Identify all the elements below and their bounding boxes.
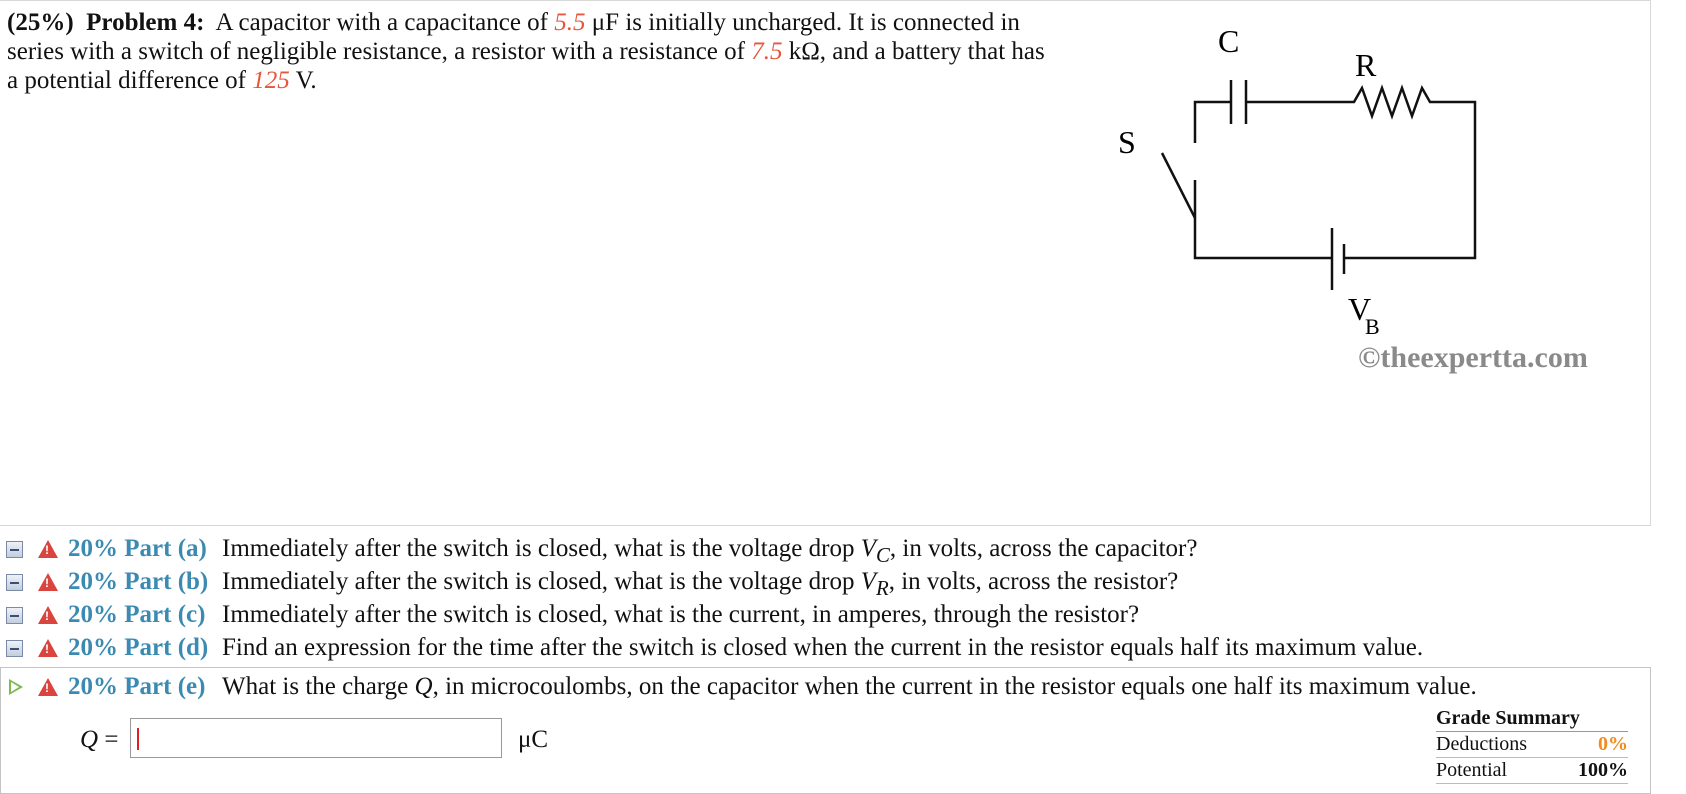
part-b-row[interactable] xyxy=(0,565,1686,598)
expand-icon[interactable] xyxy=(6,574,23,591)
deductions-row xyxy=(1436,732,1628,758)
circuit-diagram xyxy=(1100,20,1640,380)
label-v-sub: B xyxy=(1365,314,1380,339)
part-b-question: Immediately after the switch is closed, what is the voltage drop $V_R$, in volts, across the resistor? xyxy=(222,568,1179,600)
warning-icon: ! xyxy=(38,606,58,624)
deductions-label: Deductions xyxy=(1436,733,1528,755)
part-c-label[interactable]: 20% Part (c) xyxy=(68,601,206,628)
warning-icon: ! xyxy=(38,540,58,558)
answer-input[interactable] xyxy=(130,718,502,758)
problem-text-3: kΩ, and a battery that has a potential difference of xyxy=(7,38,1045,94)
warning-icon: ! xyxy=(38,678,58,696)
answer-label: Q = xyxy=(80,726,119,753)
resistance-value: 7.5 xyxy=(751,38,783,65)
answer-unit: μC xyxy=(518,726,549,753)
part-a-label[interactable]: 20% Part (a) xyxy=(68,535,207,562)
capacitance-value: 5.5 xyxy=(554,9,586,36)
potential-row xyxy=(1436,758,1628,784)
problem-weight: (25%) xyxy=(7,9,74,36)
part-b-label[interactable]: 20% Part (b) xyxy=(68,568,209,595)
problem-text-1: A capacitor with a capacitance of xyxy=(215,9,549,36)
expand-icon[interactable] xyxy=(6,607,23,624)
potential-value: 100% xyxy=(1578,759,1628,781)
part-d-question: Find an expression for the time after the switch is closed when the current in the resistor equals half its maximum value. xyxy=(222,634,1424,661)
wire-left-upper xyxy=(1195,180,1332,258)
active-part xyxy=(0,670,1686,703)
label-s: S xyxy=(1118,124,1136,160)
expand-icon[interactable] xyxy=(6,541,23,558)
problem-text-4: V. xyxy=(295,67,317,94)
deductions-value: 0% xyxy=(1598,733,1628,755)
voltage-value: 125 xyxy=(252,67,290,94)
part-d-label[interactable]: 20% Part (d) xyxy=(68,634,209,661)
label-r: R xyxy=(1355,47,1377,83)
copyright-text: ©theexpertta.com xyxy=(1358,341,1588,374)
resistor-symbol xyxy=(1246,88,1438,116)
problem-title: Problem 4: xyxy=(86,9,205,36)
warning-icon: ! xyxy=(38,639,58,657)
problem-text-2: μF is initially uncharged. It is connected in series with a switch of negligible resistance, a resistor with a resistance of xyxy=(7,9,1020,65)
part-a-question: Immediately after the switch is closed, what is the voltage drop $V_C$, in volts, across the capacitor? xyxy=(222,535,1198,567)
label-c: C xyxy=(1218,23,1240,59)
potential-label: Potential xyxy=(1436,759,1508,781)
part-a-row[interactable] xyxy=(0,532,1686,565)
expand-icon[interactable] xyxy=(6,640,23,657)
warning-icon: ! xyxy=(38,573,58,591)
text-cursor xyxy=(137,728,139,750)
switch-blade xyxy=(1162,153,1195,218)
part-c-row[interactable] xyxy=(0,598,1686,631)
label-v: V xyxy=(1348,291,1372,327)
part-d-row[interactable] xyxy=(0,631,1686,664)
part-e-label[interactable]: 20% Part (e) xyxy=(68,673,206,700)
problem-statement xyxy=(7,8,1047,95)
play-icon[interactable] xyxy=(9,679,23,695)
capacitor-lead-left xyxy=(1195,102,1231,143)
part-c-question: Immediately after the switch is closed, what is the current, in amperes, through the resistor? xyxy=(222,601,1140,628)
wire-bottom-right xyxy=(1344,102,1475,258)
part-e-question: What is the charge Q, in microcoulombs, on the capacitor when the current in the resistor equals one half its maximum value. xyxy=(222,673,1477,700)
part-e-row[interactable] xyxy=(0,670,1686,703)
parts-list xyxy=(0,532,1686,664)
grade-summary-title: Grade Summary xyxy=(1436,706,1628,732)
grade-summary xyxy=(1436,706,1628,784)
